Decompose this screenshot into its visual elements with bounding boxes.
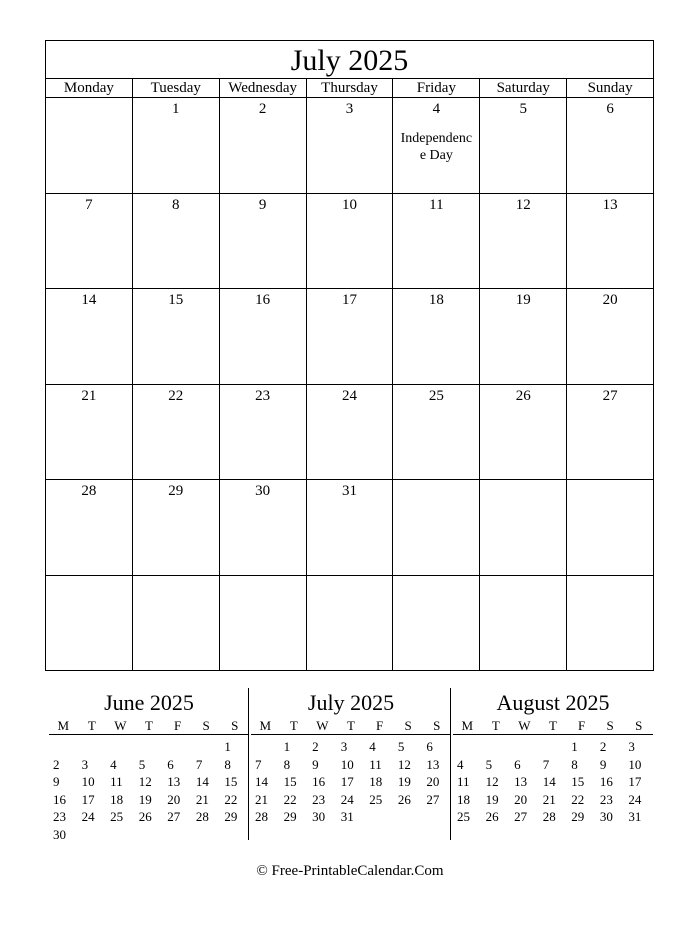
day-number: 7 bbox=[85, 196, 93, 213]
day-cell bbox=[567, 289, 653, 384]
mini-day: 9 bbox=[312, 756, 319, 772]
mini-day bbox=[365, 808, 394, 826]
day-number: 6 bbox=[606, 101, 614, 117]
mini-day: 20 bbox=[514, 791, 528, 807]
day-number: 28 bbox=[81, 483, 97, 499]
week-row bbox=[46, 576, 653, 671]
mini-day: 8 bbox=[571, 756, 578, 772]
mini-day: 12 bbox=[485, 774, 499, 789]
mini-day: 29 bbox=[224, 809, 238, 824]
day-cell bbox=[480, 98, 567, 193]
day-number: 18 bbox=[428, 292, 444, 308]
day-cell bbox=[567, 576, 653, 671]
mini-day: 10 bbox=[628, 756, 642, 772]
mini-day: 16 bbox=[53, 791, 66, 807]
day-number: 29 bbox=[168, 483, 184, 499]
mini-day: 20 bbox=[426, 774, 440, 789]
day-number: 4 bbox=[432, 101, 441, 117]
mini-day: 25 bbox=[369, 791, 383, 807]
main-calendar-title: July 2025 bbox=[46, 41, 653, 79]
mini-weekday-label: T bbox=[549, 718, 557, 733]
mini-day: 18 bbox=[457, 791, 470, 807]
mini-weekday-label: F bbox=[577, 718, 586, 733]
mini-day: 16 bbox=[312, 774, 326, 789]
mini-day bbox=[49, 738, 78, 756]
day-number: 11 bbox=[429, 196, 444, 213]
mini-day: 26 bbox=[397, 791, 411, 807]
mini-day: 18 bbox=[369, 774, 383, 789]
day-cell bbox=[393, 289, 480, 384]
mini-day: 28 bbox=[542, 809, 556, 824]
mini-day: 13 bbox=[167, 774, 181, 789]
mini-day bbox=[163, 738, 192, 756]
mini-day bbox=[251, 738, 280, 756]
mini-weekday-label: T bbox=[145, 718, 153, 733]
day-cell bbox=[220, 289, 307, 384]
day-cell bbox=[133, 480, 220, 575]
mini-day bbox=[163, 826, 192, 844]
mini-weekday-label: S bbox=[433, 718, 441, 733]
day-number: 15 bbox=[168, 292, 184, 308]
mini-day-grid bbox=[251, 738, 451, 826]
day-number: 26 bbox=[515, 387, 531, 404]
mini-day bbox=[78, 738, 107, 756]
mini-weekday-label: S bbox=[202, 718, 210, 733]
mini-day: 13 bbox=[426, 756, 440, 772]
mini-day: 12 bbox=[397, 756, 411, 772]
day-number: 23 bbox=[255, 387, 271, 404]
mini-day: 22 bbox=[283, 791, 297, 807]
mini-day: 9 bbox=[53, 774, 60, 789]
day-number: 14 bbox=[81, 292, 97, 308]
mini-day: 15 bbox=[283, 774, 297, 789]
mini-day-grid bbox=[49, 738, 249, 843]
mini-separator bbox=[450, 688, 451, 840]
mini-day: 26 bbox=[485, 809, 499, 824]
day-cell bbox=[46, 289, 133, 384]
weekday-label: Tuesday bbox=[133, 79, 220, 97]
mini-weekday-label: W bbox=[114, 718, 127, 733]
mini-day bbox=[453, 738, 482, 756]
mini-day: 5 bbox=[397, 739, 405, 754]
weekday-label: Saturday bbox=[480, 79, 567, 97]
day-cell bbox=[307, 385, 394, 480]
mini-day: 17 bbox=[81, 791, 95, 807]
day-cell bbox=[480, 576, 567, 671]
day-cell bbox=[567, 98, 653, 193]
mini-day: 24 bbox=[628, 791, 642, 807]
day-cell bbox=[220, 576, 307, 671]
mini-day: 29 bbox=[571, 809, 585, 824]
day-cell bbox=[393, 98, 480, 193]
mini-day bbox=[192, 738, 221, 756]
day-cell bbox=[46, 385, 133, 480]
day-cell bbox=[307, 194, 394, 289]
mini-day: 6 bbox=[426, 739, 433, 754]
mini-day: 13 bbox=[514, 774, 528, 789]
day-cell bbox=[133, 289, 220, 384]
mini-calendar-july bbox=[251, 690, 451, 826]
day-cell bbox=[307, 480, 394, 575]
day-cell bbox=[393, 385, 480, 480]
mini-day: 31 bbox=[628, 809, 642, 824]
mini-day: 15 bbox=[224, 774, 238, 789]
mini-day: 17 bbox=[628, 774, 642, 789]
mini-weekday-row bbox=[49, 717, 249, 735]
mini-weekday-label: M bbox=[461, 718, 474, 733]
mini-day: 3 bbox=[628, 739, 635, 754]
mini-weekday-label: M bbox=[57, 718, 70, 733]
mini-day bbox=[135, 826, 164, 844]
mini-day bbox=[106, 826, 135, 844]
mini-day: 10 bbox=[340, 756, 354, 772]
day-number: 21 bbox=[81, 387, 97, 404]
weekday-label: Friday bbox=[393, 79, 480, 97]
weekday-label: Thursday bbox=[307, 79, 394, 97]
mini-day: 14 bbox=[542, 774, 556, 789]
mini-day bbox=[135, 738, 164, 756]
day-cell bbox=[307, 289, 394, 384]
mini-day: 10 bbox=[81, 774, 95, 789]
mini-weekday-label: S bbox=[635, 718, 643, 733]
day-cell bbox=[307, 98, 394, 193]
day-number: 3 bbox=[345, 101, 354, 117]
mini-day bbox=[106, 738, 135, 756]
mini-weekday-row bbox=[251, 717, 451, 735]
holiday-label: Independence Day bbox=[400, 131, 473, 163]
mini-day: 6 bbox=[167, 756, 174, 772]
day-cell bbox=[46, 576, 133, 671]
day-number: 1 bbox=[172, 101, 180, 117]
mini-day-grid bbox=[453, 738, 653, 826]
mini-day: 1 bbox=[224, 739, 231, 754]
mini-weekday-label: T bbox=[491, 718, 500, 733]
mini-day: 4 bbox=[457, 756, 464, 772]
mini-weekday-label: T bbox=[289, 718, 298, 733]
mini-weekday-label: W bbox=[316, 718, 329, 733]
day-number: 16 bbox=[255, 292, 271, 308]
day-cell bbox=[46, 480, 133, 575]
mini-weekday-label: M bbox=[259, 718, 272, 733]
mini-day: 12 bbox=[138, 774, 152, 789]
mini-day: 30 bbox=[599, 809, 613, 824]
mini-weekday-row bbox=[453, 717, 653, 735]
mini-day: 24 bbox=[340, 791, 354, 807]
mini-day: 14 bbox=[255, 774, 268, 789]
mini-day: 9 bbox=[599, 756, 607, 772]
mini-day: 27 bbox=[167, 809, 181, 824]
mini-calendar-title: July 2025 bbox=[307, 690, 395, 715]
day-number: 20 bbox=[602, 292, 618, 308]
day-cell bbox=[567, 385, 653, 480]
mini-day: 24 bbox=[81, 809, 95, 824]
mini-day: 28 bbox=[195, 809, 209, 824]
mini-day: 21 bbox=[542, 791, 556, 807]
day-cell bbox=[220, 194, 307, 289]
day-cell bbox=[46, 194, 133, 289]
mini-day: 22 bbox=[224, 791, 238, 807]
footer-credit: © Free-PrintableCalendar.Com bbox=[256, 863, 444, 879]
day-cell bbox=[567, 480, 653, 575]
mini-day: 1 bbox=[283, 739, 291, 754]
mini-day: 27 bbox=[426, 791, 440, 807]
day-number: 24 bbox=[342, 387, 357, 404]
mini-day: 7 bbox=[542, 756, 550, 772]
mini-day: 2 bbox=[312, 739, 319, 754]
day-number: 8 bbox=[172, 196, 180, 213]
weekday-label: Monday bbox=[46, 79, 133, 97]
mini-day: 11 bbox=[110, 774, 123, 789]
day-number: 12 bbox=[515, 196, 531, 213]
mini-day: 4 bbox=[369, 739, 376, 754]
mini-weekday-label: S bbox=[404, 718, 412, 733]
day-number: 13 bbox=[602, 196, 618, 213]
mini-calendar-title: August 2025 bbox=[496, 690, 610, 715]
mini-day: 7 bbox=[255, 756, 262, 772]
mini-day: 15 bbox=[571, 774, 585, 789]
day-number: 9 bbox=[258, 196, 267, 213]
main-calendar bbox=[45, 40, 654, 671]
mini-day: 30 bbox=[53, 826, 66, 842]
mini-day bbox=[220, 826, 249, 844]
day-number: 2 bbox=[258, 101, 267, 117]
mini-day: 7 bbox=[195, 756, 203, 772]
mini-day: 23 bbox=[53, 809, 66, 824]
mini-day bbox=[422, 808, 451, 826]
day-cell bbox=[220, 98, 307, 193]
mini-calendar-august bbox=[453, 690, 653, 826]
mini-day: 3 bbox=[340, 739, 348, 754]
mini-day: 27 bbox=[514, 809, 528, 824]
mini-day: 6 bbox=[514, 756, 521, 772]
mini-day: 21 bbox=[195, 791, 209, 807]
day-cell bbox=[133, 194, 220, 289]
mini-day: 23 bbox=[312, 791, 326, 807]
week-row bbox=[46, 385, 653, 481]
day-number: 31 bbox=[342, 483, 357, 499]
mini-day: 20 bbox=[167, 791, 181, 807]
mini-day bbox=[539, 738, 568, 756]
week-row bbox=[46, 480, 653, 576]
mini-day: 5 bbox=[138, 756, 146, 772]
day-cell bbox=[567, 194, 653, 289]
day-number: 5 bbox=[519, 101, 527, 117]
mini-day bbox=[482, 738, 511, 756]
day-number: 19 bbox=[515, 292, 531, 308]
mini-day bbox=[394, 808, 423, 826]
mini-day: 19 bbox=[485, 791, 499, 807]
mini-day bbox=[510, 738, 539, 756]
mini-day: 19 bbox=[138, 791, 152, 807]
mini-day: 19 bbox=[397, 774, 411, 789]
weekday-header-row bbox=[46, 79, 653, 98]
day-number: 30 bbox=[255, 483, 271, 499]
calendar-weeks bbox=[46, 98, 653, 670]
mini-weekday-label: F bbox=[173, 718, 182, 733]
day-cell bbox=[393, 480, 480, 575]
day-cell bbox=[220, 480, 307, 575]
day-cell bbox=[393, 576, 480, 671]
day-cell bbox=[220, 385, 307, 480]
mini-day: 26 bbox=[138, 809, 152, 824]
mini-weekday-label: S bbox=[606, 718, 614, 733]
mini-day: 14 bbox=[195, 774, 209, 789]
mini-calendar-june bbox=[49, 690, 249, 843]
day-cell bbox=[133, 385, 220, 480]
week-row bbox=[46, 194, 653, 290]
weekday-label: Sunday bbox=[587, 80, 633, 96]
mini-day: 4 bbox=[110, 756, 117, 772]
mini-weekday-label: F bbox=[375, 718, 384, 733]
weekday-label: Wednesday bbox=[220, 79, 307, 97]
day-cell bbox=[393, 194, 480, 289]
mini-weekday-label: W bbox=[518, 718, 531, 733]
mini-day: 25 bbox=[110, 809, 124, 824]
mini-day: 2 bbox=[53, 756, 60, 772]
day-cell bbox=[480, 480, 567, 575]
day-number: 25 bbox=[428, 387, 444, 404]
mini-weekday-label: S bbox=[231, 718, 239, 733]
mini-day: 28 bbox=[255, 809, 268, 824]
mini-weekday-label: T bbox=[87, 718, 96, 733]
mini-day bbox=[192, 826, 221, 844]
mini-day: 29 bbox=[283, 809, 297, 824]
day-number: 22 bbox=[168, 387, 184, 404]
mini-day: 8 bbox=[224, 756, 231, 772]
mini-day: 18 bbox=[110, 791, 124, 807]
mini-day bbox=[78, 826, 107, 844]
mini-day: 31 bbox=[340, 809, 354, 824]
day-cell bbox=[480, 194, 567, 289]
mini-day: 11 bbox=[369, 756, 382, 772]
day-cell bbox=[307, 576, 394, 671]
mini-day: 30 bbox=[312, 809, 326, 824]
week-row bbox=[46, 289, 653, 385]
day-cell bbox=[480, 289, 567, 384]
mini-day: 25 bbox=[457, 809, 470, 824]
mini-day: 3 bbox=[81, 756, 89, 772]
mini-day: 17 bbox=[340, 774, 354, 789]
mini-day: 22 bbox=[571, 791, 585, 807]
day-cell bbox=[480, 385, 567, 480]
mini-weekday-label: T bbox=[347, 718, 355, 733]
mini-day: 5 bbox=[485, 756, 493, 772]
week-row bbox=[46, 98, 653, 194]
day-number: 17 bbox=[342, 292, 357, 308]
mini-day: 21 bbox=[255, 791, 268, 807]
day-cell bbox=[46, 98, 133, 193]
day-number: 27 bbox=[602, 387, 618, 404]
mini-calendar-title: June 2025 bbox=[104, 690, 194, 715]
day-cell bbox=[133, 576, 220, 671]
mini-day: 8 bbox=[283, 756, 291, 772]
mini-day: 16 bbox=[599, 774, 613, 789]
day-cell bbox=[133, 98, 220, 193]
mini-day: 1 bbox=[571, 739, 578, 754]
mini-day: 23 bbox=[599, 791, 613, 807]
mini-separator bbox=[248, 688, 249, 840]
day-number: 10 bbox=[342, 196, 357, 213]
mini-day: 11 bbox=[457, 774, 470, 789]
mini-day: 2 bbox=[599, 739, 607, 754]
